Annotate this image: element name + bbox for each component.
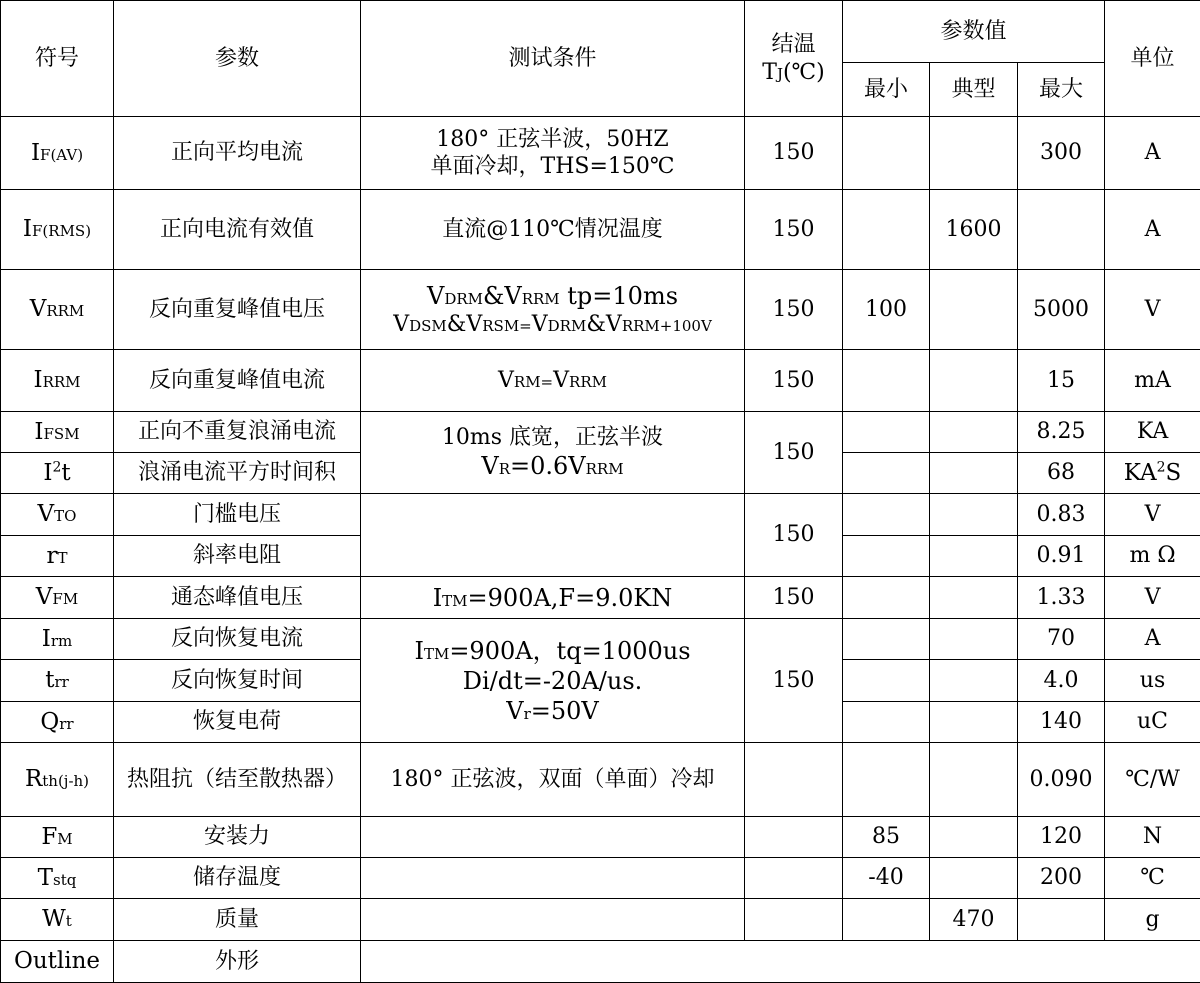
unit-cell: A	[1105, 117, 1200, 190]
header-min: 最小	[843, 63, 930, 117]
unit-cell: A	[1105, 619, 1200, 660]
symbol-cell: Tstq	[1, 858, 114, 899]
condition-cell	[361, 494, 745, 577]
tj-cell: 150	[745, 270, 843, 350]
unit-cell: N	[1105, 817, 1200, 858]
parameter-cell: 反向重复峰值电流	[114, 350, 361, 412]
condition-cell	[361, 858, 745, 899]
unit-cell: ℃	[1105, 858, 1200, 899]
symbol-cell: Outline	[1, 941, 114, 983]
typ-cell	[930, 743, 1018, 817]
min-cell	[843, 660, 930, 702]
symbol-cell: IFSM	[1, 412, 114, 453]
condition-cell: ITM=900A,F=9.0KN	[361, 577, 745, 619]
typ-cell	[930, 453, 1018, 494]
outline-cell	[361, 941, 1200, 983]
typ-cell	[930, 494, 1018, 536]
typ-cell	[930, 350, 1018, 412]
max-cell	[1018, 899, 1105, 941]
header-values: 参数值	[843, 1, 1105, 63]
parameter-cell: 安装力	[114, 817, 361, 858]
unit-cell: V	[1105, 270, 1200, 350]
typ-cell	[930, 817, 1018, 858]
unit-cell: KA	[1105, 412, 1200, 453]
table-row	[1, 190, 1200, 270]
max-cell: 4.0	[1018, 660, 1105, 702]
min-cell	[843, 619, 930, 660]
table-row	[1, 412, 1200, 453]
max-cell: 1.33	[1018, 577, 1105, 619]
header-row	[1, 1, 1200, 63]
min-cell	[843, 117, 930, 190]
unit-cell: ℃/W	[1105, 743, 1200, 817]
unit-cell: us	[1105, 660, 1200, 702]
min-cell: 100	[843, 270, 930, 350]
max-cell: 68	[1018, 453, 1105, 494]
typ-cell	[930, 412, 1018, 453]
max-cell: 0.090	[1018, 743, 1105, 817]
condition-cell: VRM=VRRM	[361, 350, 745, 412]
parameter-cell: 恢复电荷	[114, 702, 361, 743]
min-cell	[843, 350, 930, 412]
min-cell	[843, 190, 930, 270]
unit-cell: $KA^2S$	[1105, 453, 1200, 494]
max-cell: 120	[1018, 817, 1105, 858]
tj-cell: 150	[745, 494, 843, 577]
tj-cell: 150	[745, 619, 843, 743]
symbol-cell: IRRM	[1, 350, 114, 412]
condition-cell: 直流@110℃情况温度	[361, 190, 745, 270]
tj-cell	[745, 743, 843, 817]
table-row	[1, 941, 1200, 983]
max-cell: 8.25	[1018, 412, 1105, 453]
min-cell	[843, 702, 930, 743]
min-cell	[843, 743, 930, 817]
symbol-cell: Wt	[1, 899, 114, 941]
unit-cell: V	[1105, 577, 1200, 619]
header-junction-temp	[745, 1, 843, 117]
max-cell: 0.83	[1018, 494, 1105, 536]
typ-cell: 470	[930, 899, 1018, 941]
tj-cell: 150	[745, 117, 843, 190]
parameter-cell: 热阻抗（结至散热器）	[114, 743, 361, 817]
tj-cell: 150	[745, 412, 843, 494]
max-cell: 70	[1018, 619, 1105, 660]
symbol-cell: VTO	[1, 494, 114, 536]
typ-cell	[930, 117, 1018, 190]
max-cell: 300	[1018, 117, 1105, 190]
unit-cell: uC	[1105, 702, 1200, 743]
min-cell	[843, 577, 930, 619]
symbol-cell: FM	[1, 817, 114, 858]
min-cell	[843, 536, 930, 577]
min-cell	[843, 453, 930, 494]
condition-cell	[361, 899, 745, 941]
tj-cell	[745, 817, 843, 858]
symbol-cell: Qrr	[1, 702, 114, 743]
table-row	[1, 494, 1200, 536]
condition-cell: 10ms 底宽，正弦半波 VR=0.6VRRM	[361, 412, 745, 494]
min-cell	[843, 412, 930, 453]
parameter-cell: 储存温度	[114, 858, 361, 899]
header-max: 最大	[1018, 63, 1105, 117]
condition-cell: ITM=900A，tq=1000us Di/dt=-20A/us. Vr=50V	[361, 619, 745, 743]
header-parameter: 参数	[114, 1, 361, 117]
unit-cell: m Ω	[1105, 536, 1200, 577]
table-row	[1, 619, 1200, 660]
parameter-cell: 反向重复峰值电压	[114, 270, 361, 350]
table-row	[1, 743, 1200, 817]
max-cell: 0.91	[1018, 536, 1105, 577]
table-row	[1, 577, 1200, 619]
tj-cell: 150	[745, 190, 843, 270]
max-cell: 200	[1018, 858, 1105, 899]
table-row	[1, 858, 1200, 899]
parameter-cell: 浪涌电流平方时间积	[114, 453, 361, 494]
table-row	[1, 817, 1200, 858]
table-row	[1, 117, 1200, 190]
symbol-cell: VRRM	[1, 270, 114, 350]
typ-cell	[930, 858, 1018, 899]
parameter-cell: 通态峰值电压	[114, 577, 361, 619]
typ-cell	[930, 536, 1018, 577]
header-typ: 典型	[930, 63, 1018, 117]
typ-cell	[930, 660, 1018, 702]
symbol-cell: Rth(j-h)	[1, 743, 114, 817]
tj-cell: 150	[745, 350, 843, 412]
typ-cell: 1600	[930, 190, 1018, 270]
unit-cell: A	[1105, 190, 1200, 270]
max-cell: 140	[1018, 702, 1105, 743]
tj-cell	[745, 899, 843, 941]
condition-cell: 180° 正弦半波，50HZ 单面冷却，THS=150℃	[361, 117, 745, 190]
symbol-cell: VFM	[1, 577, 114, 619]
symbol-cell: $I^2t$	[1, 453, 114, 494]
condition-cell: 180° 正弦波，双面（单面）冷却	[361, 743, 745, 817]
min-cell: 85	[843, 817, 930, 858]
parameter-cell: 质量	[114, 899, 361, 941]
condition-cell: VDRM&VRRM tp=10ms VDSM&VRSM=VDRM&VRRM+100V	[361, 270, 745, 350]
parameter-cell: 反向恢复电流	[114, 619, 361, 660]
min-cell	[843, 899, 930, 941]
unit-cell: V	[1105, 494, 1200, 536]
parameter-cell: 正向平均电流	[114, 117, 361, 190]
max-cell: 5000	[1018, 270, 1105, 350]
parameter-cell: 门槛电压	[114, 494, 361, 536]
header-condition: 测试条件	[361, 1, 745, 117]
symbol-cell: trr	[1, 660, 114, 702]
header-tj-line1: 结温	[745, 31, 842, 59]
symbol-cell: IF(AV)	[1, 117, 114, 190]
min-cell	[843, 494, 930, 536]
symbol-cell: IF(RMS)	[1, 190, 114, 270]
max-cell: 15	[1018, 350, 1105, 412]
parameter-cell: 斜率电阻	[114, 536, 361, 577]
parameter-cell: 反向恢复时间	[114, 660, 361, 702]
parameter-cell: 正向电流有效值	[114, 190, 361, 270]
tj-cell: 150	[745, 577, 843, 619]
typ-cell	[930, 619, 1018, 660]
header-unit: 单位	[1105, 1, 1200, 117]
symbol-cell: rT	[1, 536, 114, 577]
typ-cell	[930, 577, 1018, 619]
max-cell	[1018, 190, 1105, 270]
table-row	[1, 270, 1200, 350]
table-row	[1, 350, 1200, 412]
table-row	[1, 899, 1200, 941]
header-symbol: 符号	[1, 1, 114, 117]
typ-cell	[930, 702, 1018, 743]
parameter-cell: 正向不重复浪涌电流	[114, 412, 361, 453]
unit-cell: g	[1105, 899, 1200, 941]
symbol-cell: Irm	[1, 619, 114, 660]
typ-cell	[930, 270, 1018, 350]
header-tj-line2: TJ(℃)	[745, 59, 842, 87]
condition-cell	[361, 817, 745, 858]
unit-cell: mA	[1105, 350, 1200, 412]
min-cell: -40	[843, 858, 930, 899]
tj-cell	[745, 858, 843, 899]
parameter-cell: 外形	[114, 941, 361, 983]
